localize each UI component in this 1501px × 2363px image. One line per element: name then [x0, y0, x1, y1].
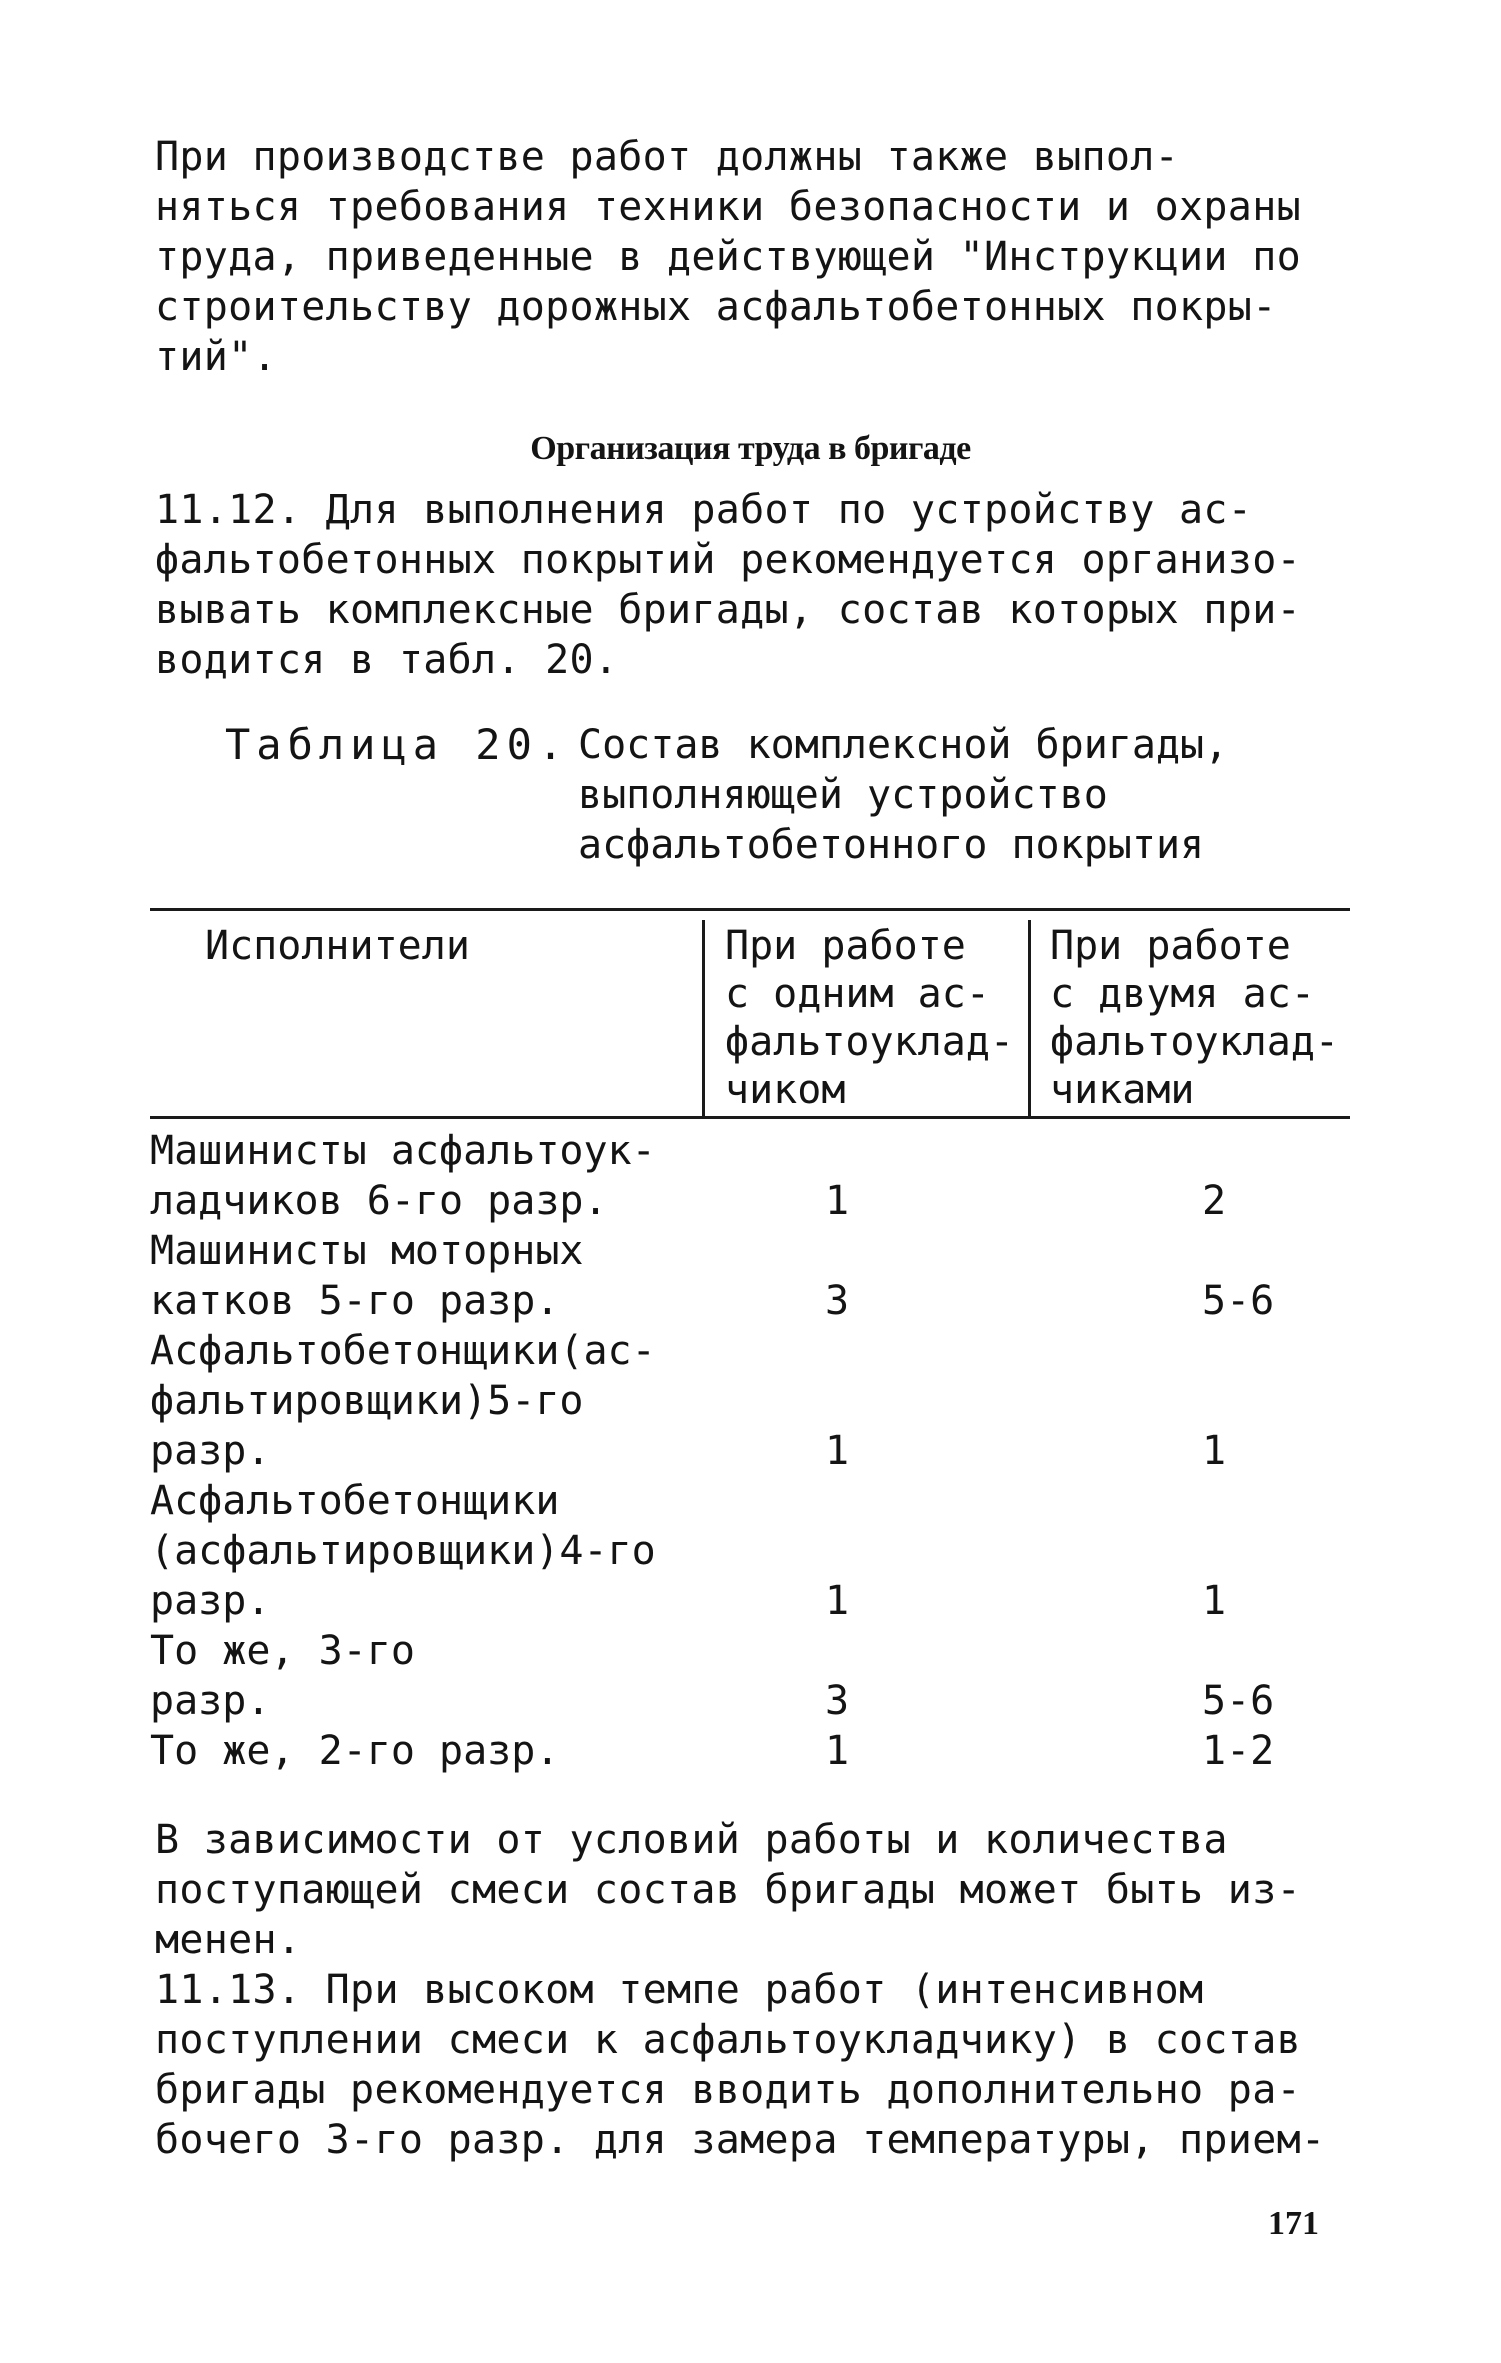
row-value-two-pavers: 1-2: [1202, 1728, 1275, 1774]
column-divider-2: [1028, 920, 1031, 1118]
table-row: [150, 1626, 1350, 1726]
row-value-one-paver: 1: [825, 1728, 850, 1774]
table-body: [150, 1126, 1350, 1776]
row-value-two-pavers: 2: [1202, 1178, 1227, 1224]
table-header-rule: [150, 1116, 1350, 1119]
column-divider-1: [702, 920, 705, 1118]
paragraph-safety-requirements: При производстве работ должны также выпол- няться требования техники безопасности и охраны труда, приведенные в действующей "Инструкции по строительству дорожных асфальтобетонных покры- тий".: [155, 134, 1301, 380]
table-header-performers: Исполнители: [205, 923, 470, 969]
table-row: [150, 1476, 1350, 1626]
row-value-one-paver: 1: [825, 1428, 850, 1474]
paragraph-11-13: 11.13. При высоком темпе работ (интенсивном поступлении смеси к асфальтоукладчику) в состав бригады рекомендуется вводить дополнительно ра- бочего 3-го разр. для замера температуры, прием-: [155, 1967, 1326, 2163]
table-row: [150, 1726, 1350, 1776]
table-row: [150, 1326, 1350, 1476]
row-value-one-paver: 1: [825, 1578, 850, 1624]
row-value-two-pavers: 5-6: [1202, 1278, 1275, 1324]
row-value-one-paver: 3: [825, 1678, 850, 1724]
row-label: Асфальтобетонщики (асфальтировщики)4-го разр.: [150, 1478, 656, 1624]
paragraph-11-12: 11.12. Для выполнения работ по устройству ас- фальтобетонных покрытий рекомендуется организо- вывать комплексные бригады, состав которых при- водится в табл. 20.: [155, 487, 1301, 683]
table-header-two-pavers: При работе с двумя ас- фальтоуклад- чиками: [1050, 923, 1339, 1113]
row-value-one-paver: 1: [825, 1178, 850, 1224]
row-label: Машинисты моторных катков 5-го разр.: [150, 1228, 584, 1324]
table-row: [150, 1226, 1350, 1326]
table-top-rule: [150, 908, 1350, 911]
row-label: То же, 3-го разр.: [150, 1628, 415, 1724]
section-heading: Организация труда в бригаде: [530, 430, 971, 467]
row-label: Машинисты асфальтоук- ладчиков 6-го разр.: [150, 1128, 656, 1224]
table-header-one-paver: При работе с одним ас- фальтоуклад- чиком: [725, 923, 1014, 1113]
page-number: 171: [1268, 2205, 1319, 2242]
row-value-two-pavers: 1: [1202, 1428, 1227, 1474]
table-caption-label: Таблица 20.: [225, 720, 570, 769]
row-value-one-paver: 3: [825, 1278, 850, 1324]
table-row: [150, 1126, 1350, 1226]
table-caption-text: Состав комплексной бригады, выполняющей устройство асфальтобетонного покрытия: [578, 722, 1229, 868]
row-value-two-pavers: 1: [1202, 1578, 1227, 1624]
row-label: Асфальтобетонщики(ас- фальтировщики)5-го разр.: [150, 1328, 656, 1474]
row-label: То же, 2-го разр.: [150, 1728, 560, 1774]
paragraph-crew-variation: В зависимости от условий работы и количества поступающей смеси состав бригады может быть из- менен.: [155, 1817, 1301, 1963]
row-value-two-pavers: 5-6: [1202, 1678, 1275, 1724]
